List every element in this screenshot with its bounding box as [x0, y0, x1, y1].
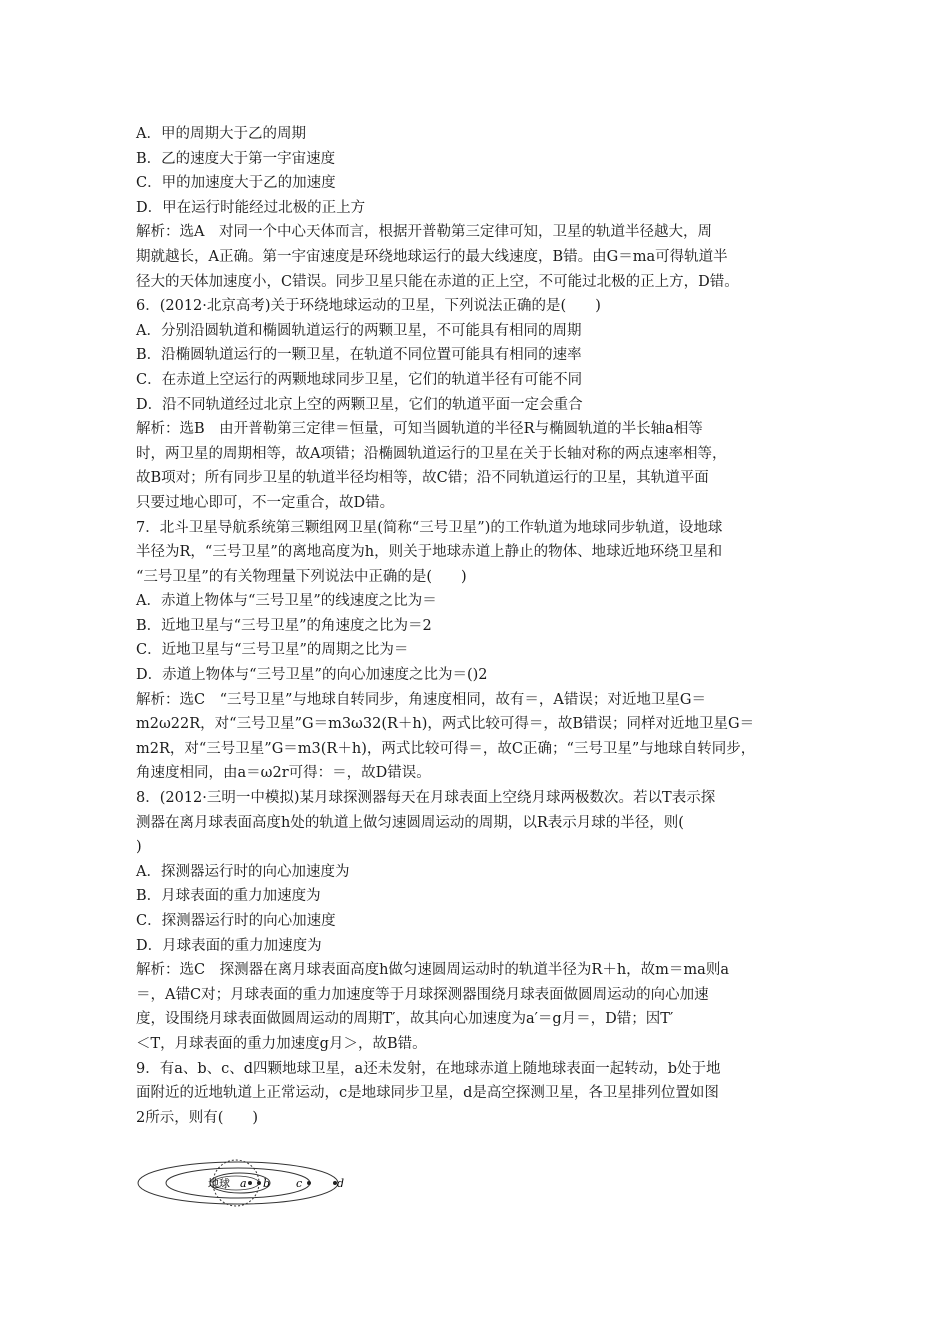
text-line: 径大的天体加速度小，C错误。同步卫星只能在赤道的正上空，不可能过北极的正上方，D错。 — [136, 273, 739, 290]
text-line: A．分别沿圆轨道和椭圆轨道运行的两颗卫星，不可能具有相同的周期 — [136, 322, 582, 339]
text-line: 测器在离月球表面高度h处的轨道上做匀速圆周运动的周期，以R表示月球的半径，则( — [136, 814, 684, 831]
text-line: 6．(2012·北京高考)关于环绕地球运动的卫星，下列说法正确的是( ) — [136, 298, 601, 315]
satellite-d-label: d — [337, 1177, 345, 1190]
text-line: 面附近的近地轨道上正常运动，c是地球同步卫星，d是高空探测卫星，各卫星排列位置如图 — [136, 1085, 719, 1102]
text-line: 解析：选B 由开普勒第三定律＝恒量，可知当圆轨道的半径R与椭圆轨道的半长轴a相等 — [136, 421, 703, 438]
text-line: D．沿不同轨道经过北京上空的两颗卫星，它们的轨道平面一定会重合 — [136, 396, 583, 413]
text-line: A．赤道上物体与“三号卫星”的线速度之比为＝ — [136, 593, 437, 610]
text-line: 解析：选C 探测器在离月球表面高度h做匀速圆周运动时的轨道半径为R＋h，故m＝ma则a — [136, 962, 729, 979]
text-line: D．甲在运行时能经过北极的正上方 — [136, 199, 366, 216]
satellite-b-label: b — [263, 1177, 271, 1190]
orbit-diagram — [136, 1157, 346, 1207]
orbit-c — [166, 1168, 310, 1198]
text-line: 7．北斗卫星导航系统第三颗组网卫星(简称“三号卫星”)的工作轨道为地球同步轨道，设地球 — [136, 519, 723, 536]
text-line: “三号卫星”的有关物理量下列说法中正确的是( ) — [136, 568, 467, 585]
text-line: C．探测器运行时的向心加速度 — [136, 913, 336, 929]
text-line: C．在赤道上空运行的两颗地球同步卫星，它们的轨道半径有可能不同 — [136, 371, 583, 388]
text-line: 时，两卫星的周期相等，故A项错；沿椭圆轨道运行的卫星在关于长轴对称的两点速率相等， — [136, 445, 727, 462]
orbit-figure — [136, 1157, 346, 1207]
text-line: 半径为R，“三号卫星”的离地高度为h，则关于地球赤道上静止的物体、地球近地环绕卫星和 — [136, 544, 723, 561]
text-line: 度，设围绕月球表面做圆周运动的周期T′，故其向心加速度为a′＝g月＝，D错；因T′ — [136, 1011, 674, 1028]
text-line: 2所示，则有( ) — [136, 1109, 259, 1126]
text-line: 9．有a、b、c、d四颗地球卫星，a还未发射，在地球赤道上随地球表面一起转动，b处于地 — [136, 1060, 721, 1077]
satellite-a-label: a — [240, 1177, 247, 1190]
text-line: ＜T，月球表面的重力加速度g月＞，故B错。 — [136, 1035, 427, 1052]
earth-label: 地球 — [208, 1177, 230, 1190]
satellite-c-label: c — [296, 1177, 303, 1190]
text-line: C．甲的加速度大于乙的加速度 — [136, 175, 336, 192]
text-line: 故B项对；所有同步卫星的轨道半径均相等，故C错；沿不同轨道运行的卫星，其轨道平面 — [136, 470, 709, 487]
text-line: 角速度相同，由a＝ω2r可得：＝，故D错误。 — [136, 765, 431, 782]
text-line: C．近地卫星与“三号卫星”的周期之比为＝ — [136, 642, 409, 659]
text-line: B．月球表面的重力加速度为 — [136, 888, 321, 905]
text-body — [136, 122, 826, 1130]
text-line: m2R，对“三号卫星”G＝m3(R＋h)，两式比较可得＝，故C正确；“三号卫星”与地球自转同步， — [136, 740, 756, 757]
text-line: 8．(2012·三明一中模拟)某月球探测器每天在月球表面上空绕月球两极数次。若以T表示探 — [136, 790, 716, 807]
text-line: ) — [136, 839, 142, 856]
text-line: B．沿椭圆轨道运行的一颗卫星，在轨道不同位置可能具有相同的速率 — [136, 347, 582, 364]
text-line: 只要过地心即可，不一定重合，故D错。 — [136, 494, 395, 511]
text-line: A．探测器运行时的向心加速度为 — [136, 863, 350, 880]
satellite-b — [257, 1181, 261, 1185]
satellite-c — [307, 1181, 311, 1185]
text-line: A．甲的周期大于乙的周期 — [136, 126, 306, 142]
text-line: 期就越长，A正确。第一宇宙速度是环绕地球运行的最大线速度，B错。由G＝ma可得轨道半 — [136, 248, 728, 265]
text-line: ＝，A错C对；月球表面的重力加速度等于月球探测器围绕月球表面做圆周运动的向心加速 — [136, 986, 709, 1003]
satellite-a — [248, 1181, 252, 1185]
text-line: B．近地卫星与“三号卫星”的角速度之比为＝2 — [136, 617, 432, 634]
text-line: 解析：选C “三号卫星”与地球自转同步，角速度相同，故有＝，A错误；对近地卫星G＝ — [136, 691, 706, 708]
text-line: m2ω22R，对“三号卫星”G＝m3ω32(R＋h)，两式比较可得＝，故B错误；同样对近地卫星G＝ — [136, 716, 755, 733]
text-line: D．月球表面的重力加速度为 — [136, 937, 322, 954]
text-line: B．乙的速度大于第一宇宙速度 — [136, 150, 336, 167]
text-line: 解析：选A 对同一个中心天体而言，根据开普勒第三定律可知，卫星的轨道半径越大，周 — [136, 224, 712, 241]
text-line: D．赤道上物体与“三号卫星”的向心加速度之比为＝()2 — [136, 667, 488, 684]
